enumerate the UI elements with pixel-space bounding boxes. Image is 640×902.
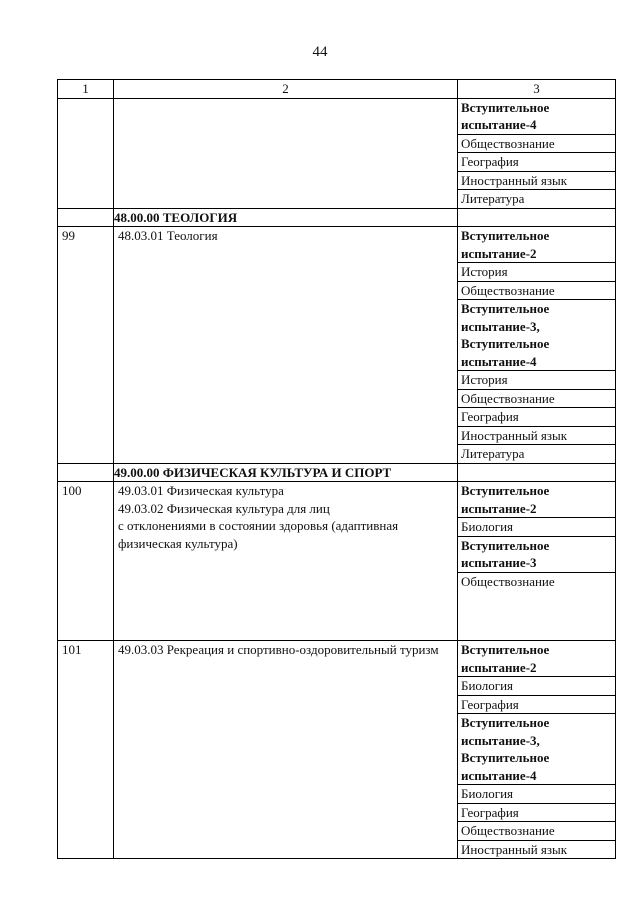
subject-item: Литература [458, 444, 615, 463]
subjects-cell [458, 208, 616, 227]
subjects-cell [458, 482, 616, 641]
table-row [58, 227, 616, 464]
subject-item: Обществознание [458, 134, 615, 153]
subject-item: Иностранный язык [458, 171, 615, 190]
spec-cell [114, 641, 458, 859]
subject-item: География [458, 803, 615, 822]
subject-item: География [458, 152, 615, 171]
exam-label: Вступительное испытание-2 [461, 228, 550, 261]
header-row [58, 80, 616, 99]
row-number: 99 [58, 227, 114, 464]
subject-item: История [458, 370, 615, 389]
group-row [58, 463, 616, 482]
specialty-name: 49.03.02 Физическая культура для лиц [118, 500, 330, 516]
specialty-name-cont: с отклонениями в состоянии здоровья (адаптивная физическая культура) [118, 518, 399, 551]
subject-item: История [458, 262, 615, 281]
subjects-cell [458, 641, 616, 859]
header-col-3: 3 [458, 80, 616, 99]
subjects-cell [458, 463, 616, 482]
spec-cell [114, 227, 458, 464]
subject-item: Обществознание [458, 821, 615, 840]
subject-item: Биология [458, 784, 615, 803]
subject-item: Иностранный язык [458, 426, 615, 445]
exam-label: Вступительное испытание-2 [461, 483, 550, 516]
group-title: 48.00.00 ТЕОЛОГИЯ [114, 208, 458, 227]
subjects-cell [458, 227, 616, 464]
exam-label: Вступительное испытание-2 [461, 642, 550, 675]
group-row [58, 208, 616, 227]
table-row [58, 641, 616, 859]
spec-cell [114, 482, 458, 641]
num-cell [58, 463, 114, 482]
subject-item: Литература [458, 189, 615, 208]
exam-label: Вступительное испытание-4 [461, 99, 550, 132]
spec-cell [114, 98, 458, 208]
num-cell [58, 98, 114, 208]
specialty-name: 48.03.01 Теология [118, 228, 218, 243]
subject-item: Обществознание [458, 572, 615, 591]
subject-item: География [458, 407, 615, 426]
subject-item: География [458, 695, 615, 714]
table-row [58, 482, 616, 641]
subject-item: Обществознание [458, 281, 615, 300]
specialty-name: 49.03.03 Рекреация и спортивно-оздоровительный туризм [118, 642, 439, 657]
exam-label: Вступительное испытание-3, Вступительное испытание-4 [458, 713, 615, 784]
page-number: 44 [312, 44, 328, 60]
header-col-2: 2 [114, 80, 458, 99]
num-cell [58, 208, 114, 227]
subjects-cell [458, 98, 616, 208]
row-number: 101 [58, 641, 114, 859]
subject-item: Обществознание [458, 389, 615, 408]
header-col-1: 1 [58, 80, 114, 99]
exam-label: Вступительное испытание-3, Вступительное испытание-4 [458, 299, 615, 370]
subject-item: Биология [458, 676, 615, 695]
subject-item: Иностранный язык [458, 840, 615, 859]
continuation-row [58, 98, 616, 208]
group-title: 49.00.00 ФИЗИЧЕСКАЯ КУЛЬТУРА И СПОРТ [114, 463, 458, 482]
admission-table [57, 79, 616, 859]
specialty-name: 49.03.01 Физическая культура [118, 483, 284, 498]
exam-label: Вступительное испытание-3 [458, 536, 615, 572]
subject-item: Биология [458, 517, 615, 536]
row-number: 100 [58, 482, 114, 641]
